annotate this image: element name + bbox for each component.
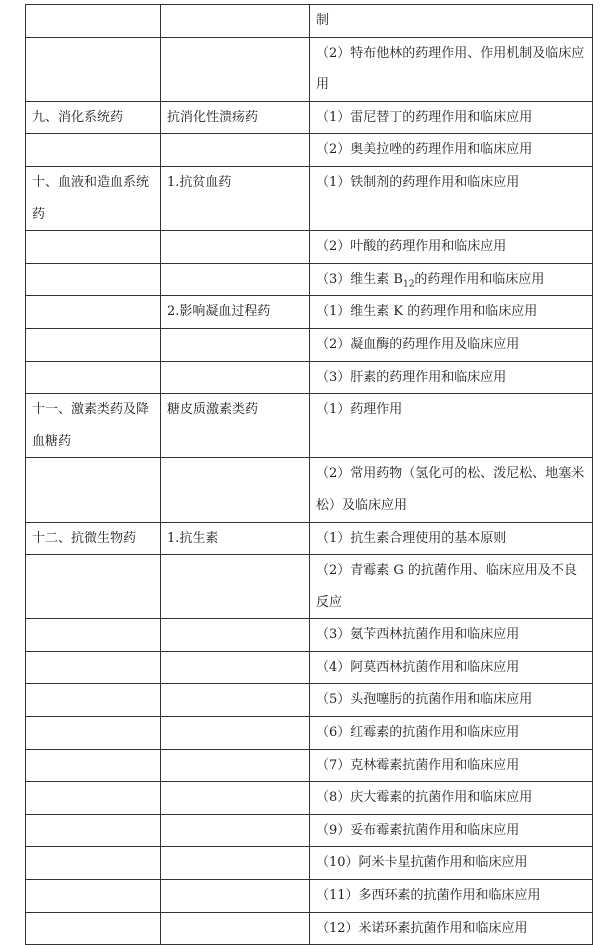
table-row [26,555,593,619]
table-row [26,847,593,880]
table-row [26,912,593,945]
topic-cell [161,847,310,880]
content-cell: （2）叶酸的药理作用和临床应用 [310,231,593,264]
content-cell: （5）头孢噻肟的抗菌作用和临床应用 [310,684,593,717]
unit-cell [26,458,161,522]
table-row [26,166,593,230]
topic-cell [161,619,310,652]
unit-cell [26,263,161,296]
content-cell: （12）米诺环素抗菌作用和临床应用 [310,912,593,945]
content-cell [310,263,593,296]
content-cell: （3）氨苄西林抗菌作用和临床应用 [310,619,593,652]
unit-cell [26,134,161,167]
unit-cell [26,231,161,264]
content-cell: 制 [310,5,593,38]
unit-cell [26,5,161,38]
unit-cell [26,912,161,945]
topic-cell [161,37,310,101]
table-row [26,134,593,167]
content-cell: （8）庆大霉素的抗菌作用和临床应用 [310,782,593,815]
topic-cell [161,651,310,684]
table-row [26,5,593,38]
table-row [26,101,593,134]
unit-cell [26,361,161,394]
unit-cell [26,717,161,750]
topic-cell [161,5,310,38]
content-cell: （10）阿米卡星抗菌作用和临床应用 [310,847,593,880]
topic-cell [161,231,310,264]
table-row [26,37,593,101]
unit-cell [26,684,161,717]
table-row [26,328,593,361]
topic-cell [161,684,310,717]
topic-cell [161,814,310,847]
topic-cell [161,880,310,913]
content-cell: （2）青霉素 G 的抗菌作用、临床应用及不良反应 [310,555,593,619]
content-text: （3）维生素 B [316,271,403,287]
unit-cell [26,328,161,361]
subscript-text: 12 [402,279,415,290]
table-row [26,717,593,750]
topic-cell: 1.抗生素 [161,522,310,555]
content-cell: （1）维生素 K 的药理作用和临床应用 [310,296,593,329]
topic-cell [161,328,310,361]
unit-cell [26,782,161,815]
content-cell: （2）凝血酶的药理作用及临床应用 [310,328,593,361]
content-cell: （1）雷尼替丁的药理作用和临床应用 [310,101,593,134]
topic-cell: 1.抗贫血药 [161,166,310,230]
unit-cell [26,651,161,684]
content-cell: （2）特布他林的药理作用、作用机制及临床应用 [310,37,593,101]
topic-cell [161,717,310,750]
content-cell: （3）肝素的药理作用和临床应用 [310,361,593,394]
topic-cell [161,912,310,945]
content-cell: （2）奥美拉唑的药理作用和临床应用 [310,134,593,167]
content-cell: （2）常用药物（氢化可的松、泼尼松、地塞米松）及临床应用 [310,458,593,522]
content-text: 的药理作用和临床应用 [414,271,545,287]
table-row [26,394,593,458]
content-cell: （1）抗生素合理使用的基本原则 [310,522,593,555]
unit-cell [26,555,161,619]
unit-cell: 十、血液和造血系统药 [26,166,161,230]
table-row [26,263,593,296]
topic-cell [161,134,310,167]
unit-cell [26,814,161,847]
table-row [26,522,593,555]
content-cell: （1）药理作用 [310,394,593,458]
topic-cell [161,555,310,619]
content-cell: （1）铁制剂的药理作用和临床应用 [310,166,593,230]
topic-cell: 2.影响凝血过程药 [161,296,310,329]
table-row [26,296,593,329]
table-row [26,749,593,782]
table-row [26,782,593,815]
unit-cell [26,296,161,329]
table-row [26,814,593,847]
unit-cell: 十一、激素类药及降血糖药 [26,394,161,458]
unit-cell: 十二、抗微生物药 [26,522,161,555]
syllabus-table [25,4,593,945]
topic-cell [161,458,310,522]
topic-cell [161,361,310,394]
table-row [26,361,593,394]
topic-cell [161,749,310,782]
unit-cell [26,37,161,101]
table-row [26,684,593,717]
topic-cell [161,263,310,296]
content-cell: （6）红霉素的抗菌作用和临床应用 [310,717,593,750]
unit-cell [26,847,161,880]
table-row [26,458,593,522]
unit-cell: 九、消化系统药 [26,101,161,134]
topic-cell: 抗消化性溃疡药 [161,101,310,134]
unit-cell [26,619,161,652]
table-row [26,619,593,652]
content-cell: （7）克林霉素抗菌作用和临床应用 [310,749,593,782]
unit-cell [26,880,161,913]
table-row [26,231,593,264]
table-row [26,880,593,913]
table-row [26,651,593,684]
unit-cell [26,749,161,782]
topic-cell [161,782,310,815]
topic-cell: 糖皮质激素类药 [161,394,310,458]
content-cell: （4）阿莫西林抗菌作用和临床应用 [310,651,593,684]
content-cell: （9）妥布霉素抗菌作用和临床应用 [310,814,593,847]
content-cell: （11）多西环素的抗菌作用和临床应用 [310,880,593,913]
